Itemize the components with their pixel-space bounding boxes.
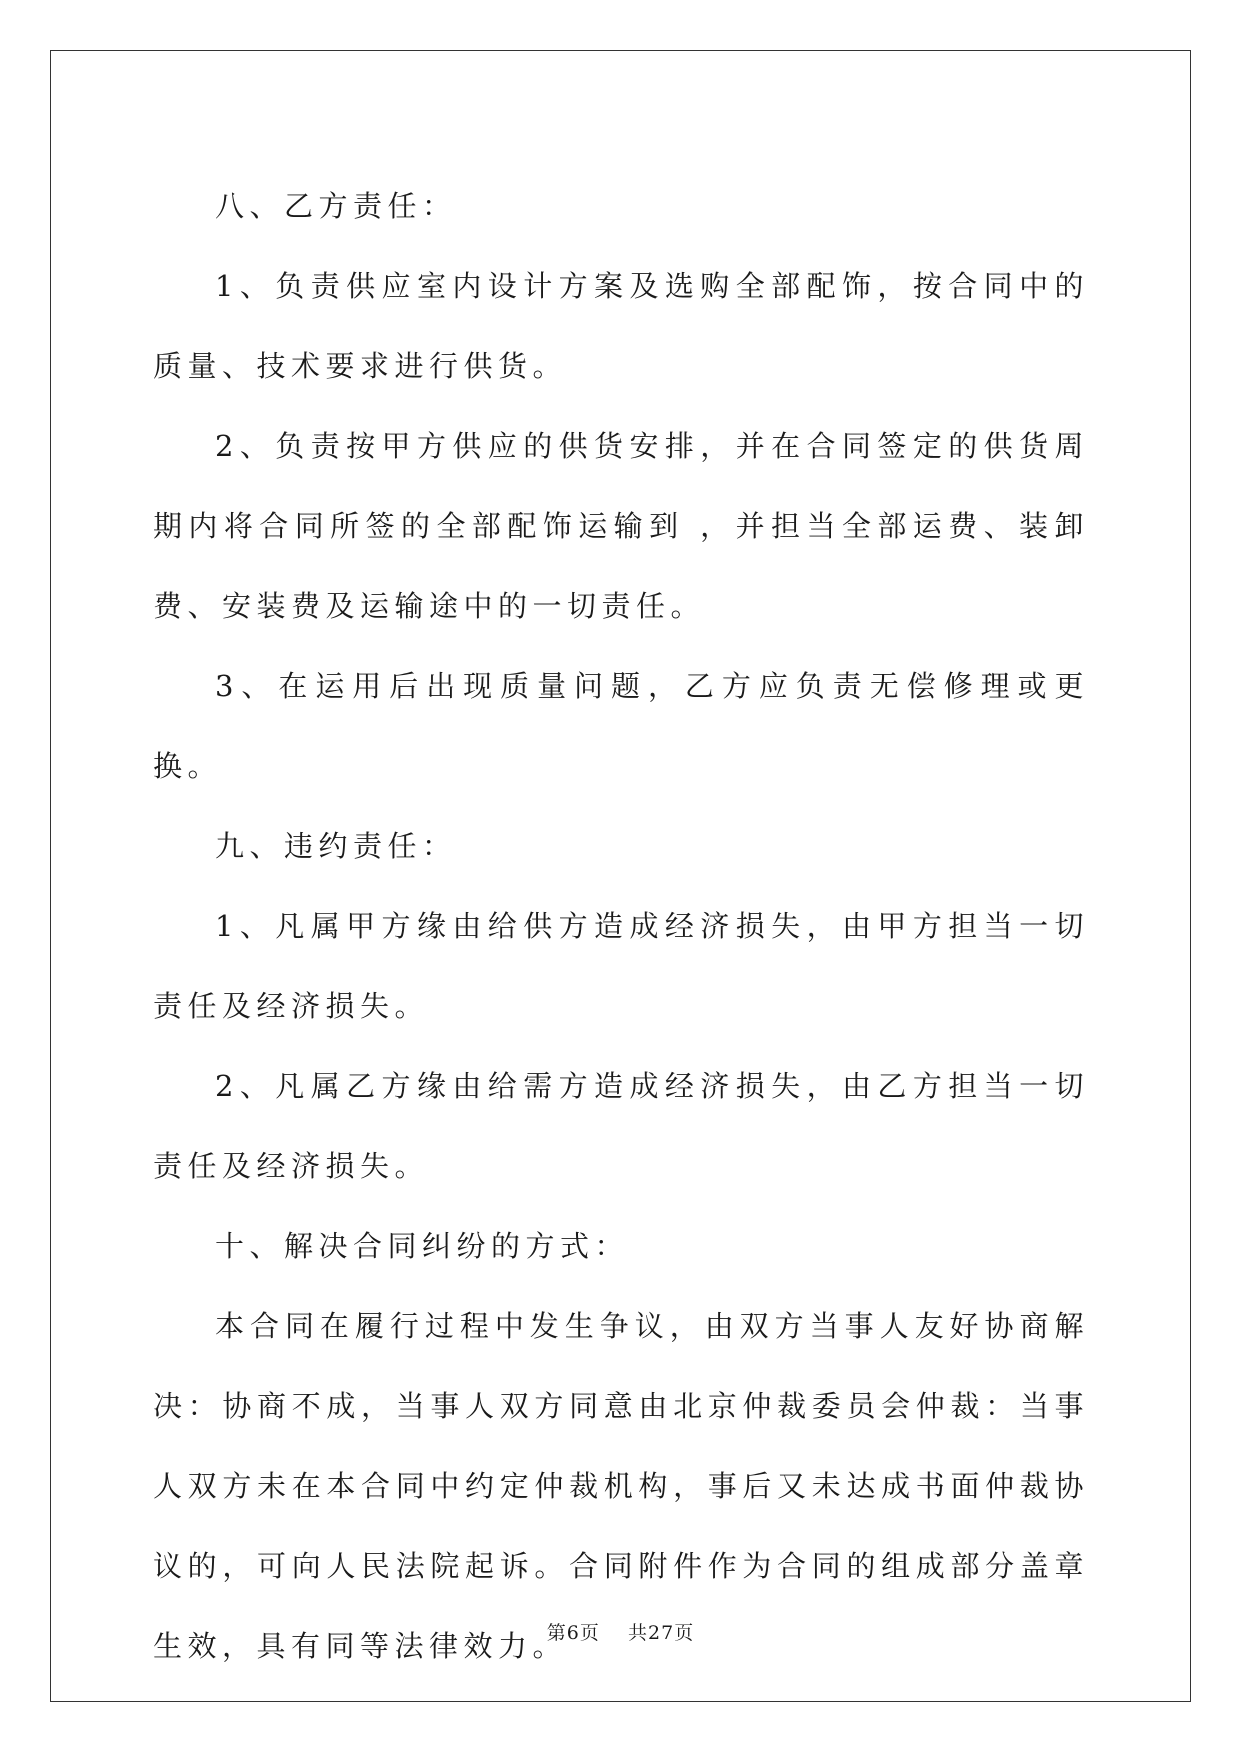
section-heading-10: 十、解决合同纠纷的方式： (215, 1229, 630, 1263)
page-number: 第6页 (546, 1622, 600, 1644)
paragraph: 2、负责按甲方供应的供货安排，并在合同签定的供货周期内将合同所签的全部配饰运输到 ，并担当全部运费、装卸费、安装费及运输途中的一切责任。 (153, 429, 1089, 623)
paragraph: 3、在运用后出现质量问题，乙方应负责无偿修理或更换。 (153, 669, 1089, 783)
section-heading-8: 八、乙方责任： (215, 189, 457, 223)
paragraph: 1、负责供应室内设计方案及选购全部配饰，按合同中的质量、技术要求进行供货。 (153, 269, 1089, 383)
paragraph: 1、凡属甲方缘由给供方造成经济损失，由甲方担当一切责任及经济损失。 (153, 909, 1089, 1023)
paragraph: 本合同在履行过程中发生争议，由双方当事人友好协商解决：协商不成，当事人双方同意由北京仲裁委员会仲裁：当事人双方未在本合同中约定仲裁机构，事后又未达成书面仲裁协议的，可向人民法院起诉。合同附件作为合同的组成部分盖章生效，具有同等法律效力。 (153, 1309, 1089, 1663)
page-footer (0, 1618, 1241, 1645)
page-total: 共27页 (628, 1622, 695, 1644)
paragraph: 2、凡属乙方缘由给需方造成经济损失，由乙方担当一切责任及经济损失。 (153, 1069, 1089, 1183)
document-body (153, 166, 1089, 1686)
section-heading-9: 九、违约责任： (215, 829, 457, 863)
